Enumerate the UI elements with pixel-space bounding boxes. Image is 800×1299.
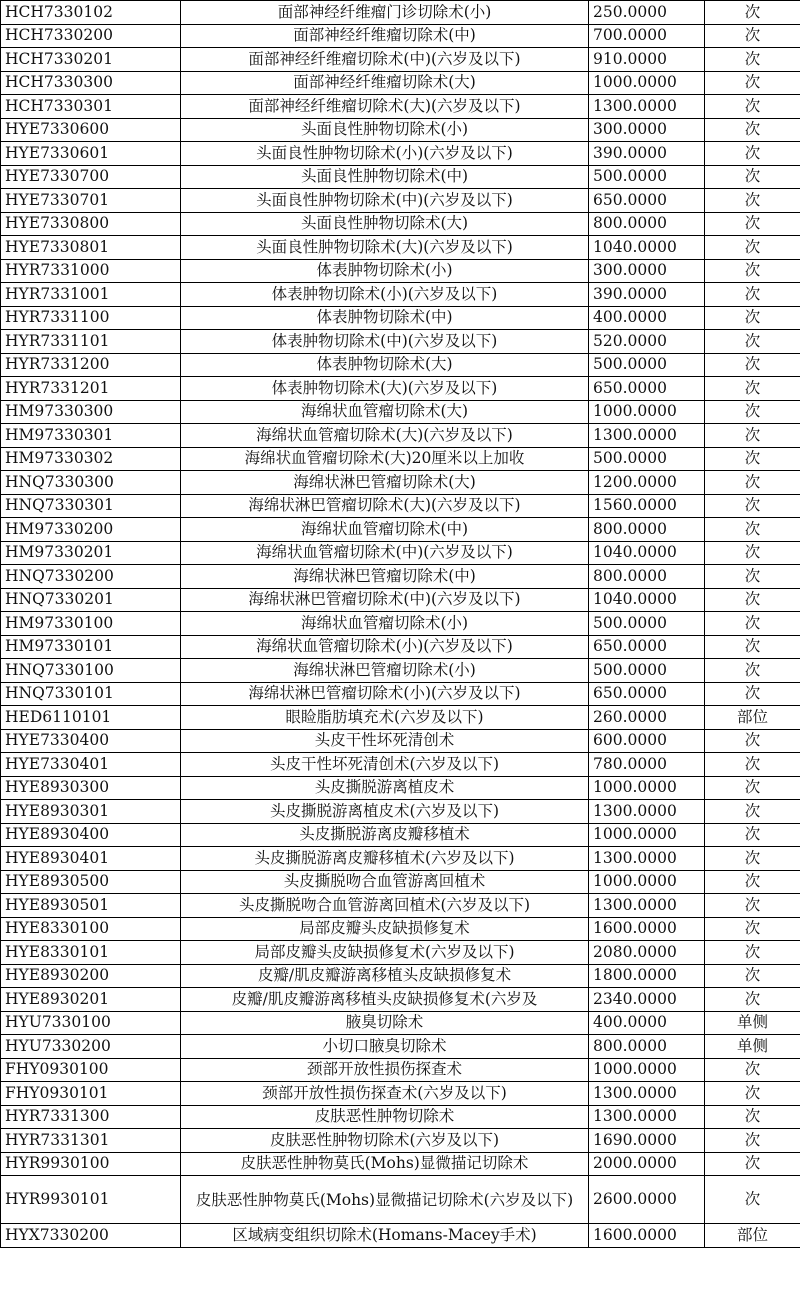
item-unit-cell: 次: [705, 917, 800, 941]
item-name-cell: 头皮撕脱吻合血管游离回植术: [181, 870, 589, 894]
item-unit-cell: 次: [705, 1082, 800, 1106]
table-row: [1, 753, 800, 777]
item-name-cell: 体表肿物切除术(中)(六岁及以下): [181, 330, 589, 354]
item-name-cell: 体表肿物切除术(大)(六岁及以下): [181, 377, 589, 401]
item-price-cell: 390.0000: [589, 283, 705, 307]
table-row: [1, 1152, 800, 1176]
item-unit-cell: 次: [705, 541, 800, 565]
item-code-cell: HNQ7330100: [1, 659, 181, 683]
item-code-cell: HYE8930301: [1, 800, 181, 824]
item-unit-cell: 次: [705, 95, 800, 119]
item-name-cell: 颈部开放性损伤探查术(六岁及以下): [181, 1082, 589, 1106]
item-code-cell: HYE7330700: [1, 165, 181, 189]
item-unit-cell: 次: [705, 1176, 800, 1224]
item-code-cell: HYU7330200: [1, 1035, 181, 1059]
item-name-cell: 体表肿物切除术(小): [181, 259, 589, 283]
item-price-cell: 500.0000: [589, 165, 705, 189]
item-code-cell: HNQ7330201: [1, 588, 181, 612]
item-code-cell: HNQ7330101: [1, 682, 181, 706]
item-code-cell: HYR7331200: [1, 353, 181, 377]
item-unit-cell: 次: [705, 377, 800, 401]
item-name-cell: 头皮撕脱游离植皮术: [181, 776, 589, 800]
item-unit-cell: 次: [705, 612, 800, 636]
item-name-cell: 腋臭切除术: [181, 1011, 589, 1035]
item-price-cell: 1000.0000: [589, 823, 705, 847]
item-unit-cell: 次: [705, 353, 800, 377]
item-unit-cell: 次: [705, 494, 800, 518]
item-name-cell: 头面良性肿物切除术(小)(六岁及以下): [181, 142, 589, 166]
item-name-cell: 海绵状血管瘤切除术(大): [181, 400, 589, 424]
table-row: [1, 1011, 800, 1035]
table-row: [1, 518, 800, 542]
item-name-cell: 皮瓣/肌皮瓣游离移植头皮缺损修复术(六岁及: [181, 988, 589, 1012]
table-row: [1, 24, 800, 48]
item-price-cell: 300.0000: [589, 118, 705, 142]
item-name-cell: 海绵状血管瘤切除术(中): [181, 518, 589, 542]
item-name-cell: 头皮撕脱游离植皮术(六岁及以下): [181, 800, 589, 824]
item-unit-cell: 次: [705, 24, 800, 48]
table-row: [1, 142, 800, 166]
table-row: [1, 870, 800, 894]
item-name-cell: 海绵状淋巴管瘤切除术(大)(六岁及以下): [181, 494, 589, 518]
table-row: [1, 682, 800, 706]
table-row: [1, 1058, 800, 1082]
item-name-cell: 颈部开放性损伤探查术: [181, 1058, 589, 1082]
item-unit-cell: 次: [705, 729, 800, 753]
item-unit-cell: 次: [705, 753, 800, 777]
item-price-cell: 1000.0000: [589, 71, 705, 95]
item-price-cell: 1200.0000: [589, 471, 705, 495]
item-unit-cell: 次: [705, 1, 800, 25]
item-unit-cell: 次: [705, 424, 800, 448]
item-code-cell: HYE8930200: [1, 964, 181, 988]
item-unit-cell: 次: [705, 941, 800, 965]
item-name-cell: 小切口腋臭切除术: [181, 1035, 589, 1059]
table-row: [1, 823, 800, 847]
item-unit-cell: 次: [705, 518, 800, 542]
item-name-cell: 头皮干性坏死清创术(六岁及以下): [181, 753, 589, 777]
item-unit-cell: 部位: [705, 706, 800, 730]
item-price-cell: 1300.0000: [589, 847, 705, 871]
item-price-cell: 2080.0000: [589, 941, 705, 965]
item-code-cell: HYE8930401: [1, 847, 181, 871]
item-name-cell: 皮肤恶性肿物切除术(六岁及以下): [181, 1129, 589, 1153]
table-row: [1, 353, 800, 377]
table-row: [1, 48, 800, 72]
table-row: [1, 541, 800, 565]
item-code-cell: HYE7330600: [1, 118, 181, 142]
item-unit-cell: 次: [705, 659, 800, 683]
item-name-cell: 面部神经纤维瘤切除术(大)(六岁及以下): [181, 95, 589, 119]
item-code-cell: HM97330300: [1, 400, 181, 424]
table-row: [1, 729, 800, 753]
item-unit-cell: 次: [705, 635, 800, 659]
item-price-cell: 1600.0000: [589, 1224, 705, 1248]
item-code-cell: HM97330100: [1, 612, 181, 636]
item-code-cell: HYR9930101: [1, 1176, 181, 1224]
item-price-cell: 650.0000: [589, 682, 705, 706]
item-code-cell: HYR7331101: [1, 330, 181, 354]
item-unit-cell: 次: [705, 142, 800, 166]
item-unit-cell: 次: [705, 471, 800, 495]
item-code-cell: HCH7330301: [1, 95, 181, 119]
item-name-cell: 头面良性肿物切除术(小): [181, 118, 589, 142]
item-name-cell: 海绵状血管瘤切除术(中)(六岁及以下): [181, 541, 589, 565]
table-row: [1, 1035, 800, 1059]
item-price-cell: 800.0000: [589, 565, 705, 589]
item-price-cell: 400.0000: [589, 306, 705, 330]
item-unit-cell: 次: [705, 588, 800, 612]
item-name-cell: 头面良性肿物切除术(大)(六岁及以下): [181, 236, 589, 260]
item-unit-cell: 次: [705, 800, 800, 824]
item-name-cell: 眼睑脂肪填充术(六岁及以下): [181, 706, 589, 730]
item-code-cell: HYE7330400: [1, 729, 181, 753]
item-price-cell: 2000.0000: [589, 1152, 705, 1176]
item-code-cell: HYE7330601: [1, 142, 181, 166]
item-unit-cell: 次: [705, 1105, 800, 1129]
item-code-cell: HYR7331000: [1, 259, 181, 283]
item-name-cell: 皮肤恶性肿物切除术: [181, 1105, 589, 1129]
item-code-cell: HYE8930300: [1, 776, 181, 800]
item-name-cell: 面部神经纤维瘤切除术(大): [181, 71, 589, 95]
table-row: [1, 800, 800, 824]
item-code-cell: HYE8930500: [1, 870, 181, 894]
item-code-cell: HYE8930201: [1, 988, 181, 1012]
item-code-cell: HCH7330102: [1, 1, 181, 25]
item-code-cell: HYX7330200: [1, 1224, 181, 1248]
item-name-cell: 区域病变组织切除术(Homans-Macey手术): [181, 1224, 589, 1248]
item-code-cell: HM97330101: [1, 635, 181, 659]
item-name-cell: 面部神经纤维瘤切除术(中): [181, 24, 589, 48]
item-price-cell: 1690.0000: [589, 1129, 705, 1153]
item-code-cell: HCH7330300: [1, 71, 181, 95]
item-code-cell: HYE8330100: [1, 917, 181, 941]
item-code-cell: HNQ7330301: [1, 494, 181, 518]
table-row: [1, 659, 800, 683]
table-row: [1, 494, 800, 518]
item-code-cell: HNQ7330200: [1, 565, 181, 589]
item-code-cell: HED6110101: [1, 706, 181, 730]
item-name-cell: 海绵状血管瘤切除术(小)(六岁及以下): [181, 635, 589, 659]
table-row: [1, 988, 800, 1012]
item-unit-cell: 次: [705, 964, 800, 988]
table-row: [1, 1129, 800, 1153]
item-price-cell: 1040.0000: [589, 541, 705, 565]
item-price-cell: 300.0000: [589, 259, 705, 283]
item-unit-cell: 次: [705, 823, 800, 847]
table-row: [1, 1082, 800, 1106]
item-code-cell: HCH7330200: [1, 24, 181, 48]
table-row: [1, 894, 800, 918]
table-body: [1, 1, 800, 1248]
item-price-cell: 1560.0000: [589, 494, 705, 518]
item-price-cell: 800.0000: [589, 518, 705, 542]
item-unit-cell: 次: [705, 1152, 800, 1176]
item-name-cell: 头皮撕脱吻合血管游离回植术(六岁及以下): [181, 894, 589, 918]
item-name-cell: 海绵状淋巴管瘤切除术(小)(六岁及以下): [181, 682, 589, 706]
table-row: [1, 471, 800, 495]
item-price-cell: 520.0000: [589, 330, 705, 354]
item-price-cell: 1300.0000: [589, 424, 705, 448]
item-unit-cell: 次: [705, 259, 800, 283]
table-row: [1, 95, 800, 119]
item-price-cell: 1800.0000: [589, 964, 705, 988]
table-row: [1, 706, 800, 730]
table-row: [1, 941, 800, 965]
item-unit-cell: 次: [705, 870, 800, 894]
item-code-cell: HYE8930501: [1, 894, 181, 918]
item-unit-cell: 次: [705, 71, 800, 95]
item-code-cell: HCH7330201: [1, 48, 181, 72]
item-name-cell: 皮瓣/肌皮瓣游离移植头皮缺损修复术: [181, 964, 589, 988]
item-name-cell: 海绵状淋巴管瘤切除术(中): [181, 565, 589, 589]
table-row: [1, 212, 800, 236]
item-unit-cell: 单侧: [705, 1035, 800, 1059]
table-row: [1, 377, 800, 401]
item-price-cell: 500.0000: [589, 353, 705, 377]
item-price-cell: 650.0000: [589, 189, 705, 213]
item-unit-cell: 次: [705, 847, 800, 871]
item-code-cell: FHY0930101: [1, 1082, 181, 1106]
item-name-cell: 局部皮瓣头皮缺损修复术: [181, 917, 589, 941]
item-name-cell: 头面良性肿物切除术(中): [181, 165, 589, 189]
item-code-cell: HYR7331201: [1, 377, 181, 401]
table-row: [1, 118, 800, 142]
item-unit-cell: 次: [705, 283, 800, 307]
item-name-cell: 海绵状血管瘤切除术(大)(六岁及以下): [181, 424, 589, 448]
table-row: [1, 1, 800, 25]
item-unit-cell: 次: [705, 212, 800, 236]
item-unit-cell: 次: [705, 306, 800, 330]
item-price-cell: 2600.0000: [589, 1176, 705, 1224]
item-code-cell: HM97330301: [1, 424, 181, 448]
table-row: [1, 447, 800, 471]
item-code-cell: HYR7331001: [1, 283, 181, 307]
item-code-cell: HM97330302: [1, 447, 181, 471]
item-price-cell: 780.0000: [589, 753, 705, 777]
item-price-cell: 500.0000: [589, 612, 705, 636]
item-price-cell: 1300.0000: [589, 95, 705, 119]
item-unit-cell: 次: [705, 400, 800, 424]
item-code-cell: HNQ7330300: [1, 471, 181, 495]
item-code-cell: HYU7330100: [1, 1011, 181, 1035]
item-name-cell: 面部神经纤维瘤切除术(中)(六岁及以下): [181, 48, 589, 72]
item-price-cell: 1040.0000: [589, 588, 705, 612]
table-row: [1, 635, 800, 659]
item-price-cell: 1000.0000: [589, 776, 705, 800]
item-price-cell: 1000.0000: [589, 400, 705, 424]
item-code-cell: HYR7331100: [1, 306, 181, 330]
table-row: [1, 588, 800, 612]
item-name-cell: 头皮干性坏死清创术: [181, 729, 589, 753]
item-price-cell: 910.0000: [589, 48, 705, 72]
table-row: [1, 612, 800, 636]
item-unit-cell: 次: [705, 48, 800, 72]
item-price-cell: 1300.0000: [589, 1082, 705, 1106]
item-name-cell: 面部神经纤维瘤门诊切除术(小): [181, 1, 589, 25]
item-price-cell: 1000.0000: [589, 870, 705, 894]
item-price-cell: 390.0000: [589, 142, 705, 166]
item-code-cell: HM97330200: [1, 518, 181, 542]
item-price-cell: 400.0000: [589, 1011, 705, 1035]
table-row: [1, 1105, 800, 1129]
item-unit-cell: 次: [705, 189, 800, 213]
item-price-cell: 800.0000: [589, 1035, 705, 1059]
item-price-cell: 1600.0000: [589, 917, 705, 941]
item-unit-cell: 次: [705, 894, 800, 918]
item-name-cell: 头面良性肿物切除术(大): [181, 212, 589, 236]
item-price-cell: 500.0000: [589, 447, 705, 471]
table-row: [1, 964, 800, 988]
item-code-cell: HYR9930100: [1, 1152, 181, 1176]
item-price-cell: 2340.0000: [589, 988, 705, 1012]
item-name-cell: 海绵状淋巴管瘤切除术(大): [181, 471, 589, 495]
table-row: [1, 400, 800, 424]
item-name-cell: 体表肿物切除术(小)(六岁及以下): [181, 283, 589, 307]
item-price-cell: 1300.0000: [589, 1105, 705, 1129]
item-code-cell: HYE7330701: [1, 189, 181, 213]
item-unit-cell: 次: [705, 447, 800, 471]
item-code-cell: HYE8330101: [1, 941, 181, 965]
item-price-cell: 600.0000: [589, 729, 705, 753]
item-price-cell: 1300.0000: [589, 894, 705, 918]
item-price-cell: 260.0000: [589, 706, 705, 730]
item-unit-cell: 次: [705, 165, 800, 189]
table-row: [1, 1224, 800, 1248]
item-name-cell: 海绵状淋巴管瘤切除术(中)(六岁及以下): [181, 588, 589, 612]
table-row: [1, 306, 800, 330]
item-name-cell: 头皮撕脱游离皮瓣移植术(六岁及以下): [181, 847, 589, 871]
item-name-cell: 体表肿物切除术(大): [181, 353, 589, 377]
item-unit-cell: 次: [705, 236, 800, 260]
item-unit-cell: 次: [705, 565, 800, 589]
item-price-cell: 1000.0000: [589, 1058, 705, 1082]
item-code-cell: HM97330201: [1, 541, 181, 565]
item-code-cell: HYE7330800: [1, 212, 181, 236]
table-row: [1, 165, 800, 189]
table-row: [1, 565, 800, 589]
item-price-cell: 1300.0000: [589, 800, 705, 824]
table-row: [1, 776, 800, 800]
item-code-cell: HYE8930400: [1, 823, 181, 847]
table-row: [1, 189, 800, 213]
item-code-cell: HYE7330801: [1, 236, 181, 260]
item-name-cell: 海绵状淋巴管瘤切除术(小): [181, 659, 589, 683]
table-row: [1, 330, 800, 354]
item-price-cell: 800.0000: [589, 212, 705, 236]
item-price-cell: 1040.0000: [589, 236, 705, 260]
item-name-cell: 头皮撕脱游离皮瓣移植术: [181, 823, 589, 847]
table-row: [1, 424, 800, 448]
item-price-cell: 500.0000: [589, 659, 705, 683]
item-name-cell: 皮肤恶性肿物莫氏(Mohs)显微描记切除术: [181, 1152, 589, 1176]
table-row: [1, 259, 800, 283]
item-price-cell: 650.0000: [589, 635, 705, 659]
item-unit-cell: 部位: [705, 1224, 800, 1248]
item-name-cell: 体表肿物切除术(中): [181, 306, 589, 330]
item-name-cell: 皮肤恶性肿物莫氏(Mohs)显微描记切除术(六岁及以下): [181, 1176, 589, 1224]
item-price-cell: 700.0000: [589, 24, 705, 48]
item-price-cell: 650.0000: [589, 377, 705, 401]
item-unit-cell: 单侧: [705, 1011, 800, 1035]
item-unit-cell: 次: [705, 1058, 800, 1082]
item-unit-cell: 次: [705, 118, 800, 142]
item-code-cell: HYR7331301: [1, 1129, 181, 1153]
item-name-cell: 海绵状血管瘤切除术(大)20厘米以上加收: [181, 447, 589, 471]
table-row: [1, 847, 800, 871]
table-row: [1, 917, 800, 941]
item-unit-cell: 次: [705, 682, 800, 706]
item-name-cell: 海绵状血管瘤切除术(小): [181, 612, 589, 636]
table-row: [1, 1176, 800, 1224]
item-unit-cell: 次: [705, 988, 800, 1012]
table-row: [1, 283, 800, 307]
item-name-cell: 局部皮瓣头皮缺损修复术(六岁及以下): [181, 941, 589, 965]
table-row: [1, 236, 800, 260]
table-row: [1, 71, 800, 95]
item-code-cell: HYE7330401: [1, 753, 181, 777]
item-price-cell: 250.0000: [589, 1, 705, 25]
item-unit-cell: 次: [705, 776, 800, 800]
item-unit-cell: 次: [705, 330, 800, 354]
item-unit-cell: 次: [705, 1129, 800, 1153]
item-code-cell: HYR7331300: [1, 1105, 181, 1129]
item-code-cell: FHY0930100: [1, 1058, 181, 1082]
item-name-cell: 头面良性肿物切除术(中)(六岁及以下): [181, 189, 589, 213]
